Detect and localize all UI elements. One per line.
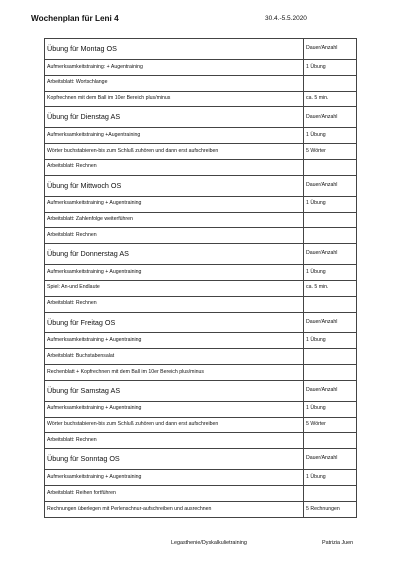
task-amount [304,365,357,381]
task-row [45,265,357,281]
amount-column-label: Dauer/Anzahl [304,449,357,470]
task-text: Arbeitsblatt: Rechnen [45,228,304,244]
task-row [45,470,357,486]
task-amount: 5 Rechnungen [304,501,357,517]
day-heading: Übung für Dienstag AS [45,107,304,128]
footer-program: Legasthenie/Dyskalkulietraining [171,540,247,546]
task-amount: ca. 5 min. [304,91,357,107]
task-amount: 1 Übung [304,128,357,144]
task-amount [304,296,357,312]
day-heading: Übung für Freitag OS [45,312,304,333]
task-amount: 1 Übung [304,470,357,486]
task-text: Arbeitsblatt: Rechnen [45,433,304,449]
task-row [45,128,357,144]
task-row [45,433,357,449]
task-row [45,349,357,365]
amount-column-label: Dauer/Anzahl [304,244,357,265]
task-amount [304,212,357,228]
task-text: Aufmerksamkeitstraining + Augentraining [45,470,304,486]
document-title: Wochenplan für Leni 4 [31,14,119,23]
task-row [45,486,357,502]
day-heading: Übung für Samstag AS [45,380,304,401]
task-amount [304,349,357,365]
task-amount: 1 Übung [304,333,357,349]
amount-column-label: Dauer/Anzahl [304,312,357,333]
footer-author: Patrizia Juen [322,540,354,546]
task-row [45,91,357,107]
task-amount: ca. 5 min. [304,280,357,296]
day-heading-row [45,380,357,401]
task-amount: 1 Übung [304,196,357,212]
task-row [45,501,357,517]
task-text: Aufmerksamkeitstraining + Augentraining [45,401,304,417]
task-text: Aufmerksamkeitstraining + Augentraining [45,333,304,349]
amount-column-label: Dauer/Anzahl [304,107,357,128]
task-row [45,401,357,417]
task-row [45,144,357,160]
task-text: Kopfrechnen mit dem Ball im 10er Bereich plus/minus [45,91,304,107]
task-amount: 5 Wörter [304,417,357,433]
task-amount: 1 Übung [304,59,357,75]
task-amount [304,159,357,175]
task-row [45,59,357,75]
task-row [45,296,357,312]
weekly-plan-body [45,39,357,518]
task-text: Arbeitsblatt: Reihen fortführen [45,486,304,502]
task-amount [304,433,357,449]
amount-column-label: Dauer/Anzahl [304,175,357,196]
document-header [31,14,371,28]
amount-column-label: Dauer/Anzahl [304,380,357,401]
task-text: Arbeitsblatt: Rechnen [45,159,304,175]
task-text: Rechnungen überlegen mit Perlenschnur-aufschreiben und ausrechnen [45,501,304,517]
day-heading: Übung für Montag OS [45,39,304,60]
amount-column-label: Dauer/Anzahl [304,39,357,60]
day-heading: Übung für Sonntag OS [45,449,304,470]
task-row [45,417,357,433]
task-amount: 1 Übung [304,401,357,417]
task-text: Arbeitsblatt: Buchstabensalat [45,349,304,365]
day-heading-row [45,175,357,196]
task-amount: 1 Übung [304,265,357,281]
task-text: Wörter buchstabieren-bis zum Schluß zuhören und dann erst aufschreiben [45,144,304,160]
task-text: Wörter buchstabieren-bis zum Schluß zuhören und dann erst aufschreiben [45,417,304,433]
day-heading-row [45,312,357,333]
task-text: Aufmerksamkeitstraining: + Augentraining [45,59,304,75]
task-row [45,228,357,244]
weekly-plan-table [44,38,357,518]
task-row [45,333,357,349]
task-row [45,75,357,91]
date-range: 30.4.-5.5.2020 [265,15,307,22]
day-heading-row [45,107,357,128]
task-text: Rechenblatt + Kopfrechnen mit dem Ball im 10er Bereich plus/minus [45,365,304,381]
task-row [45,365,357,381]
day-heading: Übung für Mittwoch OS [45,175,304,196]
task-text: Aufmerksamkeitstraining + Augentraining [45,196,304,212]
task-text: Spiel: An-und Endlaute [45,280,304,296]
task-text: Arbeitsblatt: Wortschlange [45,75,304,91]
task-amount [304,228,357,244]
task-amount: 5 Wörter [304,144,357,160]
day-heading-row [45,244,357,265]
task-row [45,212,357,228]
task-amount [304,75,357,91]
day-heading-row [45,449,357,470]
day-heading: Übung für Donnerstag AS [45,244,304,265]
task-row [45,196,357,212]
task-row [45,280,357,296]
task-text: Arbeitsblatt: Rechnen [45,296,304,312]
task-amount [304,486,357,502]
task-text: Aufmerksamkeitstraining +Augentraining [45,128,304,144]
task-text: Arbeitsblatt: Zahlenfolge weiterführen [45,212,304,228]
day-heading-row [45,39,357,60]
task-row [45,159,357,175]
task-text: Aufmerksamkeitstraining + Augentraining [45,265,304,281]
